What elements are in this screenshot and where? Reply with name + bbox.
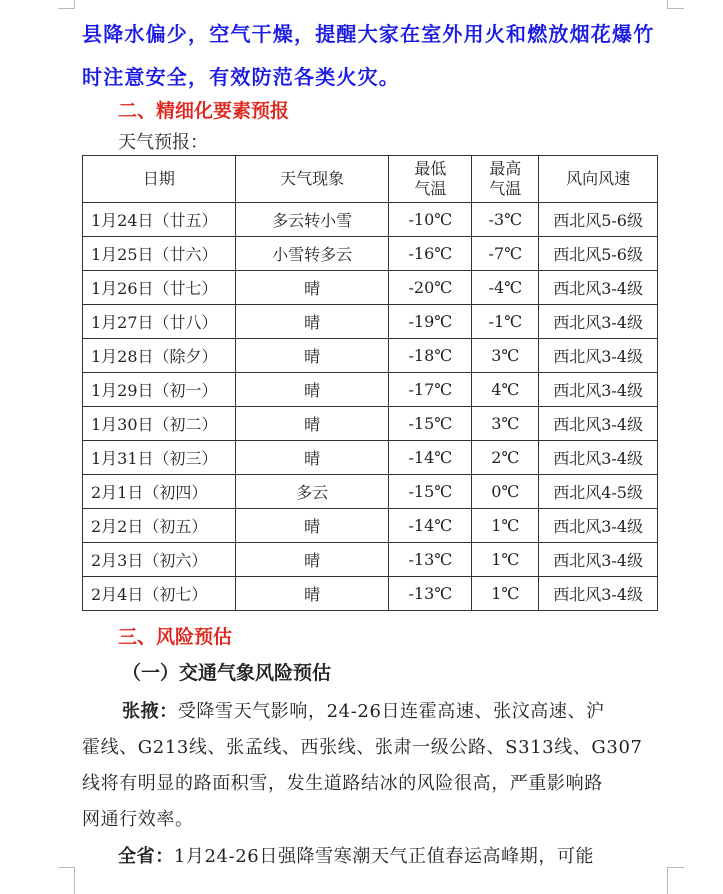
- table-row: [83, 407, 658, 441]
- cell-weather: 多云转小雪: [235, 203, 389, 237]
- cell-max: 0℃: [472, 475, 539, 509]
- cell-weather: 多云: [235, 475, 389, 509]
- cell-date: 2月1日（初四）: [83, 475, 236, 509]
- cell-wind: 西北风5-6级: [539, 203, 658, 237]
- cell-date: 1月26日（廿七）: [83, 271, 236, 305]
- cell-weather: 晴: [235, 407, 389, 441]
- section-heading-risk: 三、风险预估: [118, 626, 233, 648]
- cell-min: -17℃: [389, 373, 472, 407]
- cell-date: 1月30日（初二）: [83, 407, 236, 441]
- page-corner-mark: [667, 0, 684, 9]
- cell-wind: 西北风5-6级: [539, 237, 658, 271]
- cell-wind: 西北风3-4级: [539, 577, 658, 611]
- paragraph-province-line-1: 全省：1月24-26日强降雪寒潮天气正值春运高峰期，可能: [118, 846, 595, 867]
- cell-wind: 西北风3-4级: [539, 407, 658, 441]
- cell-weather: 晴: [235, 577, 389, 611]
- cell-max: -4℃: [472, 271, 539, 305]
- cell-min: -16℃: [389, 237, 472, 271]
- cell-max: -1℃: [472, 305, 539, 339]
- cell-wind: 西北风3-4级: [539, 305, 658, 339]
- cell-wind: 西北风3-4级: [539, 373, 658, 407]
- paragraph-zhangye-line-2: 霍线、G213线、张孟线、西张线、张肃一级公路、S313线、G307: [82, 737, 643, 758]
- cell-max: 1℃: [472, 509, 539, 543]
- cell-max: 3℃: [472, 407, 539, 441]
- cell-min: -15℃: [389, 407, 472, 441]
- cell-min: -20℃: [389, 271, 472, 305]
- cell-min: -15℃: [389, 475, 472, 509]
- cell-wind: 西北风4-5级: [539, 475, 658, 509]
- cell-weather: 小雪转多云: [235, 237, 389, 271]
- cell-min: -19℃: [389, 305, 472, 339]
- table-row: [83, 543, 658, 577]
- cell-date: 1月31日（初三）: [83, 441, 236, 475]
- cell-max: 1℃: [472, 543, 539, 577]
- header-max-temp: 最高 气温: [472, 156, 539, 203]
- table-caption: 天气预报：: [118, 132, 208, 153]
- page-corner-mark: [667, 867, 684, 894]
- table-row: [83, 577, 658, 611]
- table-row: [83, 271, 658, 305]
- subsection-heading-traffic: （一）交通气象风险预估: [122, 662, 332, 684]
- header-date: 日期: [83, 156, 236, 203]
- cell-date: 1月24日（廿五）: [83, 203, 236, 237]
- page-corner-mark: [58, 867, 75, 894]
- cell-min: -14℃: [389, 509, 472, 543]
- paragraph-zhangye-line-1: 张掖：受降雪天气影响，24-26日连霍高速、张汶高速、沪: [122, 701, 605, 722]
- cell-max: -3℃: [472, 203, 539, 237]
- cell-date: 1月29日（初一）: [83, 373, 236, 407]
- cell-date: 1月28日（除夕）: [83, 339, 236, 373]
- cell-date: 2月2日（初五）: [83, 509, 236, 543]
- intro-line-1: 县降水偏少，空气干燥，提醒大家在室外用火和燃放烟花爆竹: [82, 22, 655, 46]
- table-row: [83, 203, 658, 237]
- cell-wind: 西北风3-4级: [539, 543, 658, 577]
- cell-max: 4℃: [472, 373, 539, 407]
- cell-wind: 西北风3-4级: [539, 509, 658, 543]
- cell-min: -13℃: [389, 577, 472, 611]
- cell-max: 2℃: [472, 441, 539, 475]
- cell-weather: 晴: [235, 305, 389, 339]
- cell-date: 1月25日（廿六）: [83, 237, 236, 271]
- cell-min: -18℃: [389, 339, 472, 373]
- cell-wind: 西北风3-4级: [539, 271, 658, 305]
- header-weather: 天气现象: [235, 156, 389, 203]
- cell-max: 1℃: [472, 577, 539, 611]
- weather-forecast-table: [82, 155, 658, 611]
- table-row: [83, 373, 658, 407]
- cell-max: 3℃: [472, 339, 539, 373]
- header-wind: 风向风速: [539, 156, 658, 203]
- cell-weather: 晴: [235, 373, 389, 407]
- paragraph-zhangye-line-3: 线将有明显的路面积雪，发生道路结冰的风险很高，严重影响路: [82, 773, 603, 794]
- cell-wind: 西北风3-4级: [539, 441, 658, 475]
- cell-date: 1月27日（廿八）: [83, 305, 236, 339]
- table-row: [83, 441, 658, 475]
- cell-weather: 晴: [235, 339, 389, 373]
- cell-weather: 晴: [235, 509, 389, 543]
- cell-min: -13℃: [389, 543, 472, 577]
- table-header-row: [83, 156, 658, 203]
- section-heading-forecast: 二、精细化要素预报: [118, 100, 290, 122]
- table-row: [83, 339, 658, 373]
- cell-max: -7℃: [472, 237, 539, 271]
- cell-weather: 晴: [235, 543, 389, 577]
- cell-weather: 晴: [235, 441, 389, 475]
- header-min-temp: 最低 气温: [389, 156, 472, 203]
- table-row: [83, 305, 658, 339]
- table-row: [83, 237, 658, 271]
- cell-date: 2月3日（初六）: [83, 543, 236, 577]
- table-row: [83, 475, 658, 509]
- cell-date: 2月4日（初七）: [83, 577, 236, 611]
- paragraph-zhangye-line-4: 网通行效率。: [82, 809, 194, 830]
- cell-min: -10℃: [389, 203, 472, 237]
- page-corner-mark: [58, 0, 75, 9]
- cell-wind: 西北风3-4级: [539, 339, 658, 373]
- table-row: [83, 509, 658, 543]
- cell-min: -14℃: [389, 441, 472, 475]
- intro-line-2: 时注意安全，有效防范各类火灾。: [82, 65, 400, 89]
- cell-weather: 晴: [235, 271, 389, 305]
